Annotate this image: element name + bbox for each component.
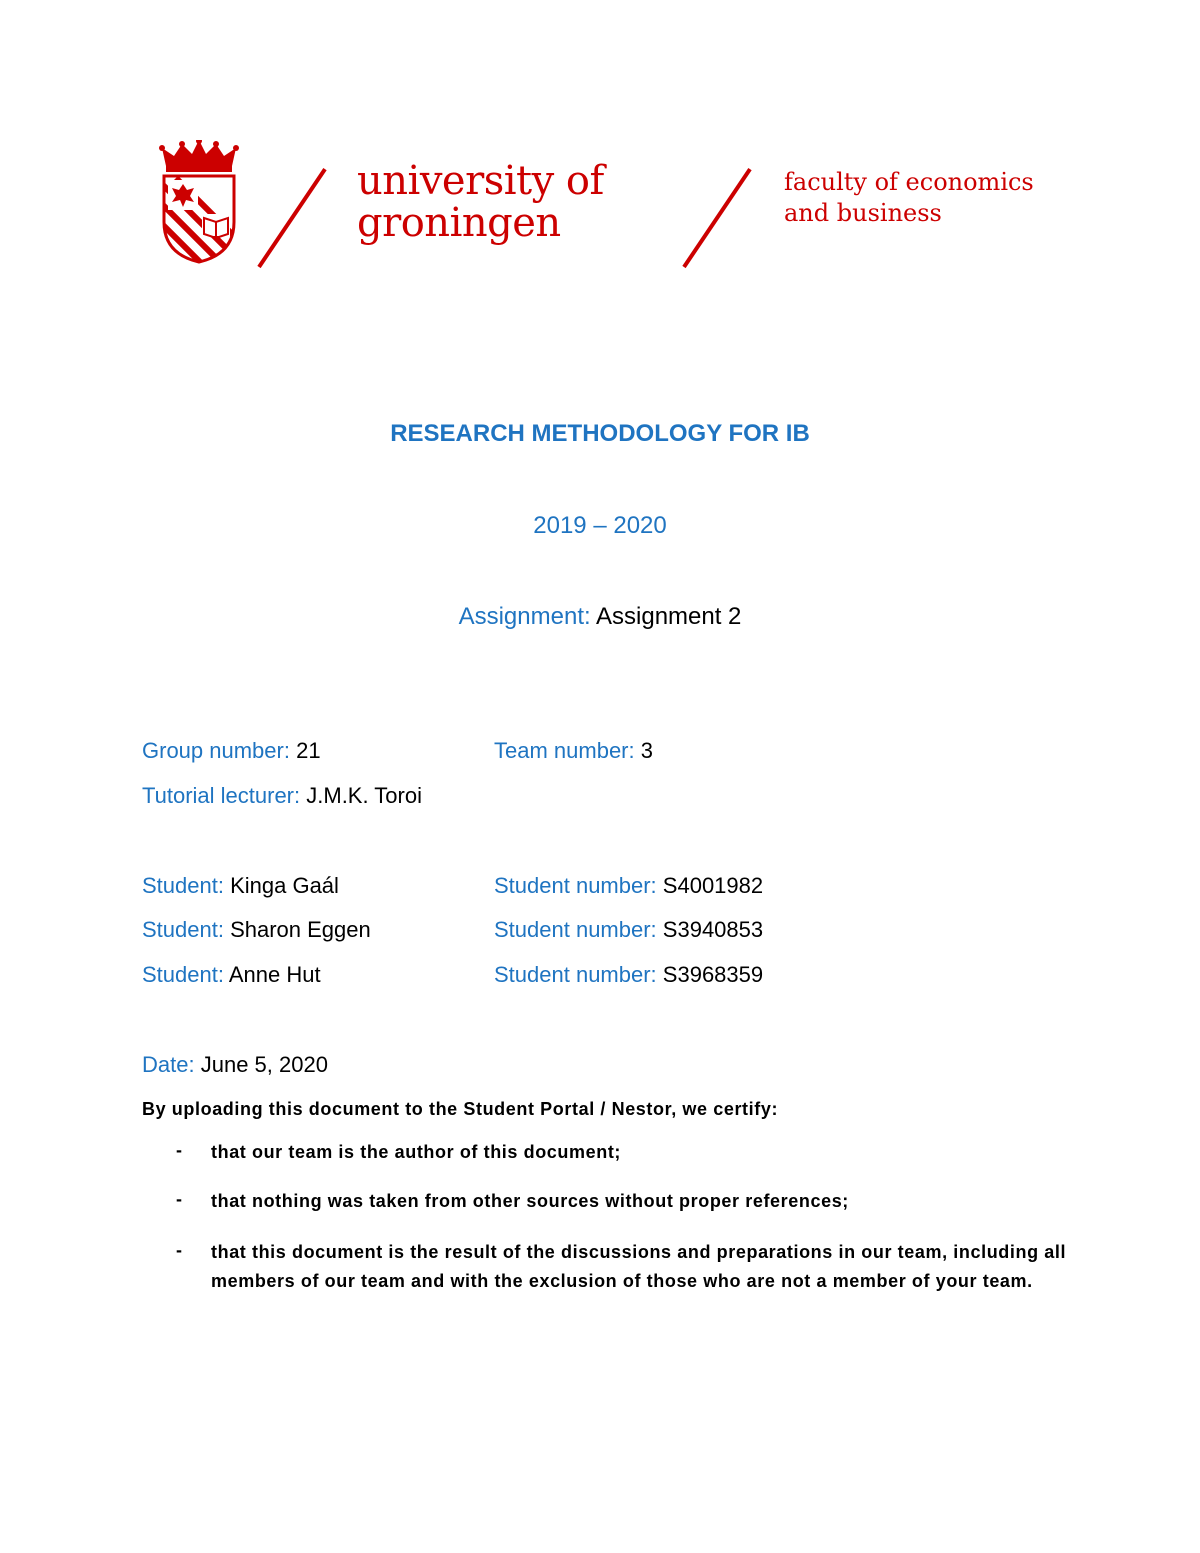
faculty-divider-slash	[682, 168, 751, 268]
date-value: June 5, 2020	[200, 1052, 328, 1077]
university-name-line2: groningen	[357, 200, 561, 246]
faculty-name-line1: faculty of economics	[784, 168, 1034, 196]
university-wordmark	[357, 160, 604, 244]
team-number-value: 3	[640, 738, 653, 763]
bullet-marker: -	[176, 1189, 182, 1209]
faculty-wordmark	[784, 167, 1034, 229]
team-number-field	[494, 737, 653, 765]
student-name: Anne Hut	[228, 962, 321, 987]
student-number-label: Student number:	[494, 873, 657, 898]
student-name-field	[142, 872, 339, 900]
student-name-field	[142, 916, 371, 944]
assignment-label: Assignment:	[458, 603, 591, 630]
faculty-name-line2: and business	[784, 199, 942, 227]
tutorial-lecturer-field	[142, 782, 422, 810]
student-label: Student:	[142, 873, 224, 898]
student-number: S4001982	[662, 873, 764, 898]
student-number: S3940853	[662, 917, 764, 942]
student-number-field	[494, 916, 763, 944]
date-field	[142, 1051, 328, 1079]
tutorial-lecturer-value: J.M.K. Toroi	[306, 783, 422, 808]
bullet-marker: -	[176, 1140, 182, 1160]
student-name: Sharon Eggen	[230, 917, 371, 942]
certification-item: that nothing was taken from other sources without proper references;	[211, 1191, 849, 1211]
bullet-marker: -	[176, 1240, 182, 1260]
student-number-field	[494, 872, 763, 900]
student-label: Student:	[142, 917, 224, 942]
student-number: S3968359	[662, 962, 764, 987]
course-title: RESEARCH METHODOLOGY FOR IB	[390, 420, 810, 447]
certification-item: that this document is the result of the discussions and preparations in our team, including all members of our team and with the exclusion of those who are not a member of your team.	[211, 1242, 1067, 1291]
tutorial-lecturer-label: Tutorial lecturer:	[142, 783, 301, 808]
group-number-value: 21	[296, 738, 321, 763]
student-number-label: Student number:	[494, 917, 657, 942]
assignment-line	[0, 603, 1200, 631]
student-label: Student:	[142, 962, 224, 987]
certification-item: that our team is the author of this document;	[211, 1142, 622, 1162]
student-number-label: Student number:	[494, 962, 657, 987]
student-name-field	[142, 961, 321, 989]
university-crest-logo	[158, 140, 242, 264]
student-name: Kinga Gaál	[230, 873, 339, 898]
logo-divider-slash	[257, 168, 326, 268]
date-label: Date:	[142, 1052, 195, 1077]
assignment-value: Assignment 2	[596, 603, 742, 630]
group-number-label: Group number:	[142, 738, 290, 763]
academic-year: 2019 – 2020	[533, 512, 667, 539]
group-number-field	[142, 737, 321, 765]
student-number-field	[494, 961, 763, 989]
team-number-label: Team number:	[494, 738, 635, 763]
university-name-line1: university of	[357, 158, 604, 204]
certification-intro: By uploading this document to the Student Portal / Nestor, we certify:	[142, 1099, 779, 1119]
